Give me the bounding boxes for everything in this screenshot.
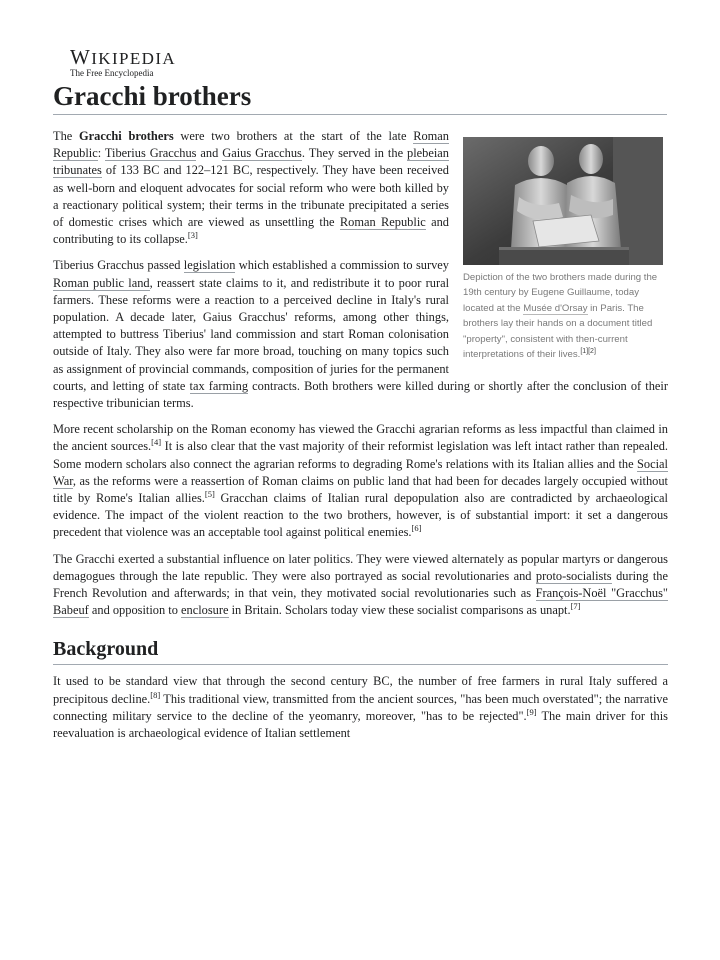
article-link[interactable]: plebeian tribunates	[53, 146, 449, 178]
article-link[interactable]: Roman Republic	[339, 215, 426, 230]
logo-tagline: The Free Encyclopedia	[70, 68, 154, 78]
article-body	[53, 128, 668, 751]
section-heading-background: Background	[53, 637, 668, 665]
article-link[interactable]: legislation	[183, 258, 236, 273]
intro-paragraph-1: The Gracchi brothers were two brothers at the start of the late Roman Republic: Tiberius Gracchus and Gaius Gracchus. They served in the plebeian tribunates of 133 BC and 122–121 BC, respectively. They have been received as well-born and eloquent advocates for social reform who were both killed by a reactionary political system; their terms in the tribunate precipitated a series of domestic crises which are viewed as unsettling the Roman Republic and contributing to its collapse.[3]	[53, 129, 449, 247]
article-link[interactable]: Roman Republic	[53, 129, 449, 161]
article-figure	[463, 137, 668, 362]
article-link[interactable]: enclosure	[181, 603, 229, 618]
article-link[interactable]: Social War	[53, 456, 668, 488]
citation-ref[interactable]: [3]	[187, 230, 198, 241]
citation-ref[interactable]: [4]	[151, 437, 162, 448]
figure-caption: Depiction of the two brothers made during the 19th century by Eugene Guillaume, today located at the Musée d'Orsay in Paris. The brothers lay their hands on a document titled "property", consistent with then-current interpretations of their lives.[1][2]	[463, 272, 658, 361]
article-link[interactable]: François-Noël "Gracchus" Babeuf	[53, 586, 668, 618]
intro-paragraph-2: Tiberius Gracchus passed legislation which established a commission to survey Roman public land, reassert state claims to it, and redistribute it to poor rural farmers. These reforms were a reaction to a perceived decline in Italy's rural population. A decade later, Gaius Gracchus' reforms, among other things, attempted to buttress Tiberius' land commission and start Roman colonisation outside of Italy. They also were far more broad, touching on many topics such as assignment of provincial commands, composition of juries for the permanent courts, and letting of state tax farming contracts. Both brothers were killed during or shortly after the conclusion of their respective tribunician terms.	[53, 258, 668, 411]
intro-paragraph-4: The Gracchi exerted a substantial influence on later politics. They were viewed alternately as popular martyrs or dangerous demagogues through the late republic. They were also portrayed as social revolutionaries and proto-socialists during the French Revolution and afterwards; in that vein, they motivated social revolutionaries such as François-Noël "Gracchus" Babeuf and opposition to enclosure in Britain. Scholars today view these socialist comparisons as unapt.[7]	[53, 551, 668, 618]
gracchi-statue-image[interactable]	[463, 137, 663, 265]
caption-citation[interactable]: [1][2]	[580, 347, 596, 355]
page-title: Gracchi brothers	[53, 80, 667, 115]
citation-ref[interactable]: [9]	[526, 706, 537, 717]
bold-term: Gracchi brothers	[79, 129, 174, 143]
article-link[interactable]: tax farming	[189, 378, 249, 393]
citation-ref[interactable]: [6]	[411, 523, 422, 534]
caption-link-musee-dorsay[interactable]: Musée d'Orsay	[523, 302, 588, 314]
wikipedia-logo[interactable]	[70, 45, 177, 79]
article-link[interactable]: Gaius Gracchus	[222, 146, 302, 161]
article-link[interactable]: Roman public land	[53, 275, 150, 290]
citation-ref[interactable]: [5]	[204, 488, 215, 499]
citation-ref[interactable]: [8]	[150, 689, 161, 700]
article-link[interactable]: Tiberius Gracchus	[104, 146, 197, 161]
citation-ref[interactable]: [7]	[570, 601, 581, 612]
intro-paragraph-3: More recent scholarship on the Roman economy has viewed the Gracchi agrarian reforms as less impactful than claimed in the ancient sources.[4] It is also clear that the vast majority of their reformist legislation was left intact rather than repealed. Some modern scholars also connect the agrarian reforms to degrading Rome's relations with its Italian allies and the Social War, as the reforms were a reassertion of Roman claims on public land that had been for decades largely occupied without title by Rome's Italian allies.[5] Gracchan claims of Italian rural depopulation also are contradicted by archaeological evidence. The impact of the violent reaction to the two brothers, however, is of substantial import: it set a dangerous precedent that violence was an acceptable tool against political enemies.[6]	[53, 422, 669, 540]
article-link[interactable]: proto-socialists	[535, 568, 612, 583]
logo-wordmark: WIKIPEDIA	[70, 45, 177, 69]
background-paragraph-1: It used to be standard view that through the second century BC, the number of free farmers in rural Italy suffered a precipitous decline.[8] This traditional view, transmitted from the ancient sources, "has been much overstated"; the narrative connecting military service to the decline of the yeomanry, moreover, "has to be rejected".[9] The main driver for this reevaluation is archaeological evidence of Italian settlement	[53, 674, 668, 741]
